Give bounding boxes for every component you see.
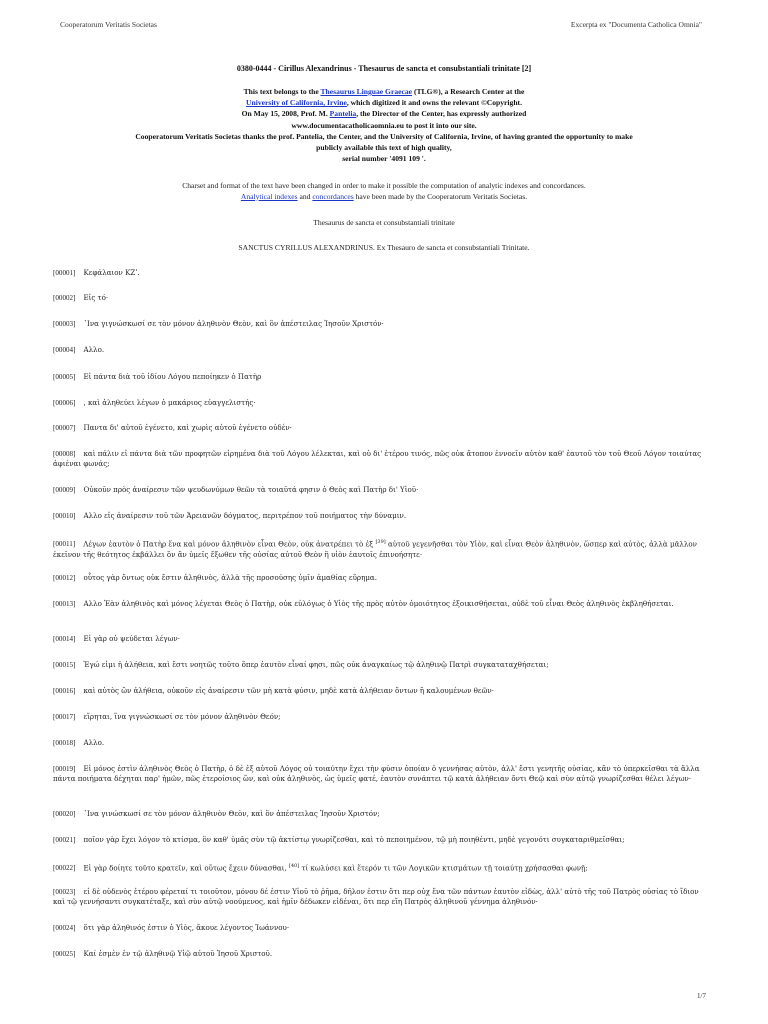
entry-text: Εἰς τό· [83,293,109,302]
text-entry [53,887,706,907]
entry-text: καὶ πάλιν εἰ πάντα διὰ τῶν προφητῶν εἰρημένα διὰ τοῦ Λόγου λέλεκται, καὶ οὐ δι' ἑτέρου τινός, πῶς οὐκ ἄτοπον ἐννοεῖν αὐτὸν καθ' ἑαυτοῦ τὸν τοῦ Θεοῦ Λόγον τοιαύτας ἀφιέναι φωνάς; [53,449,702,469]
copyright-notice [40,86,728,164]
footnote-marker: [40] [288,863,300,869]
text-entry [53,319,706,329]
notice-text: This text belongs to the [243,87,319,96]
entry-text: Παντα δι' αὐτοῦ ἐγένετο, καὶ χωρὶς αὐτοῦ ἐγένετο οὐδέν· [83,423,292,432]
entry-number: [00005] [53,373,76,381]
text-entry [53,345,706,355]
footnote-marker: [39] [375,539,386,545]
charset-text: and [299,191,311,201]
entry-text: ῾Ινα γιγνώσκωσί σε τὸν μόνον ἀληθινὸν Θεὸν, καὶ ὃν ἀπέστειλας Ἰησοῦν Χριστόν· [83,319,384,328]
entry-text: Κεφάλαιον ΚΖʹ. [83,268,140,277]
notice-text: serial number '4091 109 '. [342,154,426,164]
entry-text: ῾Ινα γινώσκωσί σε τὸν μόνον ἀληθινὸν Θεὸν, καὶ ὃν ἀπέστειλας Ἰησοῦν Χριστόν; [83,809,380,818]
notice-text: , the Director of the Center, has expressly authorized [356,109,527,119]
tlg-link[interactable]: Thesaurus Linguae Graecae [320,87,413,96]
entry-number: [00023] [53,888,76,896]
entry-text: οὗτος γὰρ ὄντως οὐκ ἔστιν ἀληθινὸς, ἀλλὰ τῆς προσούσης ὑμῖν ἀμαθίας εὕρημα. [83,573,377,582]
text-entry [53,537,706,560]
entry-text: Οὐκοῦν πρὸς ἀναίρεσιν τῶν ψευδωνύμων θεῶν τὰ τοιαῦτά φησιν ὁ Θεὸς καὶ Πατὴρ δι' Υἱοῦ· [83,485,419,494]
entry-number: [00012] [53,574,76,582]
entry-text: ποῖον γὰρ ἔχει λόγον τὸ κτίσμα, ὃν καθ' ὑμᾶς σὺν τῷ ἀκτίστῳ γνωρίζεσθαι, καὶ τὸ πεποιημένον, τῷ μὴ ποιηθέντι, μηδὲ γεγονότι συγκαταριθμεῖσθαι; [83,835,625,844]
entry-number: [00013] [53,600,76,608]
entry-number: [00018] [53,739,76,747]
entry-text: εἴρηται, ἵνα γιγνώσκωσί σε τὸν μόνον ἀληθινὸν Θεόν; [83,712,281,721]
text-entry [53,764,706,784]
text-entry [53,599,706,609]
entry-number: [00024] [53,924,76,932]
text-entry [53,738,706,748]
text-entry [53,949,706,959]
text-entry [53,634,706,644]
entry-number: [00015] [53,661,76,669]
uci-link[interactable]: University of California, Irvine [246,98,347,108]
header-left-text: Cooperatorum Veritatis Societas [60,20,157,29]
text-entry [53,712,706,722]
entry-number: [00001] [53,269,76,277]
entry-number: [00019] [53,765,76,773]
entry-number: [00010] [53,512,76,520]
entry-number: [00004] [53,346,76,354]
charset-text: have been made by the Cooperatorum Veritatis Societas. [355,191,528,201]
entry-number: [00006] [53,399,76,407]
entry-text: ὅτι γὰρ ἀληθινός ἐστιν ὁ Υἱὸς, ἄκουε λέγοντος Ἰωάννου· [83,923,290,932]
entry-text: Εἰ μόνος ἐστὶν ἀληθινὸς Θεὸς ὁ Πατὴρ, ὁ δὲ ἐξ αὐτοῦ Λόγος οὐ τοιαύτην ἔχει τὴν φύσιν ὁποίαν ὁ γεννήσας αὐτὸν, ἀλλ' ἔστι γενητῆς οὐσίας, κἂν τὸ ὑπερκεῖσθαι τὰ ἄλλα πάντα ποιήματα δέχηται παρ' ἡμῶν, πῶς ἑτεροίσιος ὢν, καὶ οὐκ ἀληθινὸς, ὡς ὑμεῖς φατέ, ἑαυτὸν συνάπτει τῷ κατὰ ἀλήθειαν ὄντι Θεῷ καὶ σὺν αὐτῷ γνωρίζεσθαι θέλει λέγων· [53,764,700,784]
entry-text: Καί ἐσμὲν ἐν τῷ ἀληθινῷ Υἱῷ αὐτοῦ Ἰησοῦ Χριστοῦ. [83,949,273,958]
page-header [60,20,702,32]
entry-number: [00007] [53,424,76,432]
notice-text: , which digitized it and owns the relevant ©Copyright. [346,98,522,108]
entry-text: τί κωλύσει καὶ ἕτερόν τι τῶν Λογικῶν κτισμάτων τῇ τοιαύτῃ χρήσασθαι φωνῇ; [301,863,588,873]
entry-number: [00021] [53,836,76,844]
text-entry [53,660,706,670]
entry-text: Εἰ γὰρ δοίητε τοῦτο κρατεῖν, καὶ οὕτως ἔχειν δύνασθαι, [83,863,287,873]
entry-text: εἰ δὲ οὐδενὸς ἑτέρου φέρεταί τι τοιοῦτον, μόνου δέ ἐστιν Υἱοῦ τὸ ῥῆμα, δῆλον ἐστιν ὅτι περ οὐχ ἕνα τῶν πάντων ἑαυτὸν εἰδὼς, ἀλλ' αὐτὸ τῆς τοῦ Πατρὸς οὐσίας τὸ ἴδιον καὶ τῷ γεννήσαντι συγκατέταξε, καὶ σὺν αὐτῷ νοούμενος, καὶ ἡμῖν δέδωκεν εἰδέναι, ὅτι περ εἴη Πατρὸς ἀληθινοῦ γέννημα ἀληθινόν· [53,887,699,907]
pantelia-link[interactable]: Pantelia [329,109,357,119]
entry-number: [00014] [53,635,76,643]
text-entry [53,293,706,303]
page-number: 1/7 [697,992,706,1000]
text-entry [53,423,706,433]
incipit: SANCTUS CYRILLUS ALEXANDRINUS. Ex Thesauro de sancta et consubstantiali Trinitate. [238,243,530,252]
entry-number: [00016] [53,687,76,695]
analytical-indexes-link[interactable]: Analytical indexes [240,191,298,201]
text-entry [53,835,706,845]
entry-number: [00003] [53,320,76,328]
entry-number: [00022] [53,864,76,873]
entry-text: Λέγων ἑαυτὸν ὁ Πατὴρ ἕνα καὶ μόνον ἀληθινὸν εἶναι Θεὸν, οὐκ ἀνατρέπει τὸ ἐξ [83,539,374,549]
text-entry [53,485,706,495]
notice-text: www.documentacatholicaomnia.eu to post it into our site. [291,120,477,130]
notice-text: Cooperatorum Veritatis Societas thanks the prof. Pantelia, the Center, and the University of California, Irvine, of having granted the opportunity to make [135,131,633,141]
entry-text: , καὶ ἀληθεύει λέγων ὁ μακάριος εὐαγγελιστής· [83,398,256,407]
text-entry [53,923,706,933]
document-title: 0380-0444 - Cirillus Alexandrinus - Thesaurus de sancta et consubstantiali trinitate [2] [236,64,532,73]
text-entry [53,372,706,382]
entry-text: Αλλο Ἐὰν ἀληθινὸς καὶ μόνος λέγεται Θεὸς ὁ Πατὴρ, οὐκ εὐλόγως ὁ Υἱὸς τῆς πρὸς αὐτὸν ὁμοιότητος ἐξοικισθήσεται, οὐδὲ τοῦ εἶναι Θεὸς ἀληθινὸς ἐκβληθήσεται. [83,599,674,608]
entry-number: [00008] [53,450,76,458]
work-title: Thesaurus de sancta et consubstantiali trinitate [313,218,455,227]
entry-number: [00025] [53,950,76,958]
entry-text: Αλλο. [83,738,105,747]
text-entry [53,861,706,874]
entry-text: Αλλο εἰς ἀναίρεσιν τοῦ τῶν Ἀρειανῶν δόγματος, περιτρέπον τοῦ ποιήματος τὴν δύναμιν. [83,511,407,520]
text-entry [53,686,706,696]
entry-number: [00009] [53,486,76,494]
entry-number: [00002] [53,294,76,302]
header-right-text: Excerpta ex "Documenta Catholica Omnia" [570,20,702,29]
charset-note [40,181,728,202]
entry-text: καὶ αὐτὸς ὢν ἀλήθεια, οὐκοῦν εἰς ἀναίρεσιν τῶν μὴ κατὰ φύσιν, μηδὲ κατὰ ἀλήθειαν ὄντων ἢ καλουμένων θεῶν· [83,686,494,695]
notice-text: (TLG®), a Research Center at the [413,87,525,96]
entry-number: [00017] [53,713,76,721]
entry-text: Εἰ γὰρ οὐ ψεύδεται λέγων· [83,634,180,643]
entry-text: Αλλο. [83,345,105,354]
entry-text: Ἐγώ εἰμι ἡ ἀλήθεια, καὶ ἔστι νοητῶς τοῦτο ὅπερ ἑαυτὸν εἶναί φησι, πῶς οὐκ ἀναγκαίως τῷ ἀληθινῷ Πατρὶ συγκαταταχθήσεται; [83,660,549,669]
concordances-link[interactable]: concordances [312,191,354,201]
text-entry [53,449,706,469]
text-entry [53,398,706,408]
text-entry [53,511,706,521]
charset-text: Charset and format of the text have been changed in order to make it possible the computation of analytic indexes and concordances. [182,181,586,190]
entry-text: αὐτοῦ γεγενῆσθαι τὸν Υἱὸν, καὶ εἶναι Θεὸν ἀληθινὸν, ὥσπερ καὶ αὐτὸς, ἀλλὰ μᾶλλον ἐκεῖνον τῆς θεότητος ἐκβάλλει ὃν ἂν ὑμεῖς ἔξωθεν τῆς οὐσίας αὐτοῦ Θεὸν ἢ υἱὸν ἑαυτοῖς ἐπινοήσητε· [53,539,697,559]
entry-text: Εἰ πάντα διὰ τοῦ ἰδίου Λόγου πεποίηκεν ὁ Πατὴρ [83,372,262,381]
notice-text: On May 15, 2008, Prof. M. [241,109,328,119]
text-entry [53,573,706,583]
text-entry [53,809,706,819]
entry-number: [00011] [53,540,76,549]
entry-number: [00020] [53,810,76,818]
notice-text: publicly available this text of high quality, [316,143,452,153]
text-entry [53,268,706,278]
